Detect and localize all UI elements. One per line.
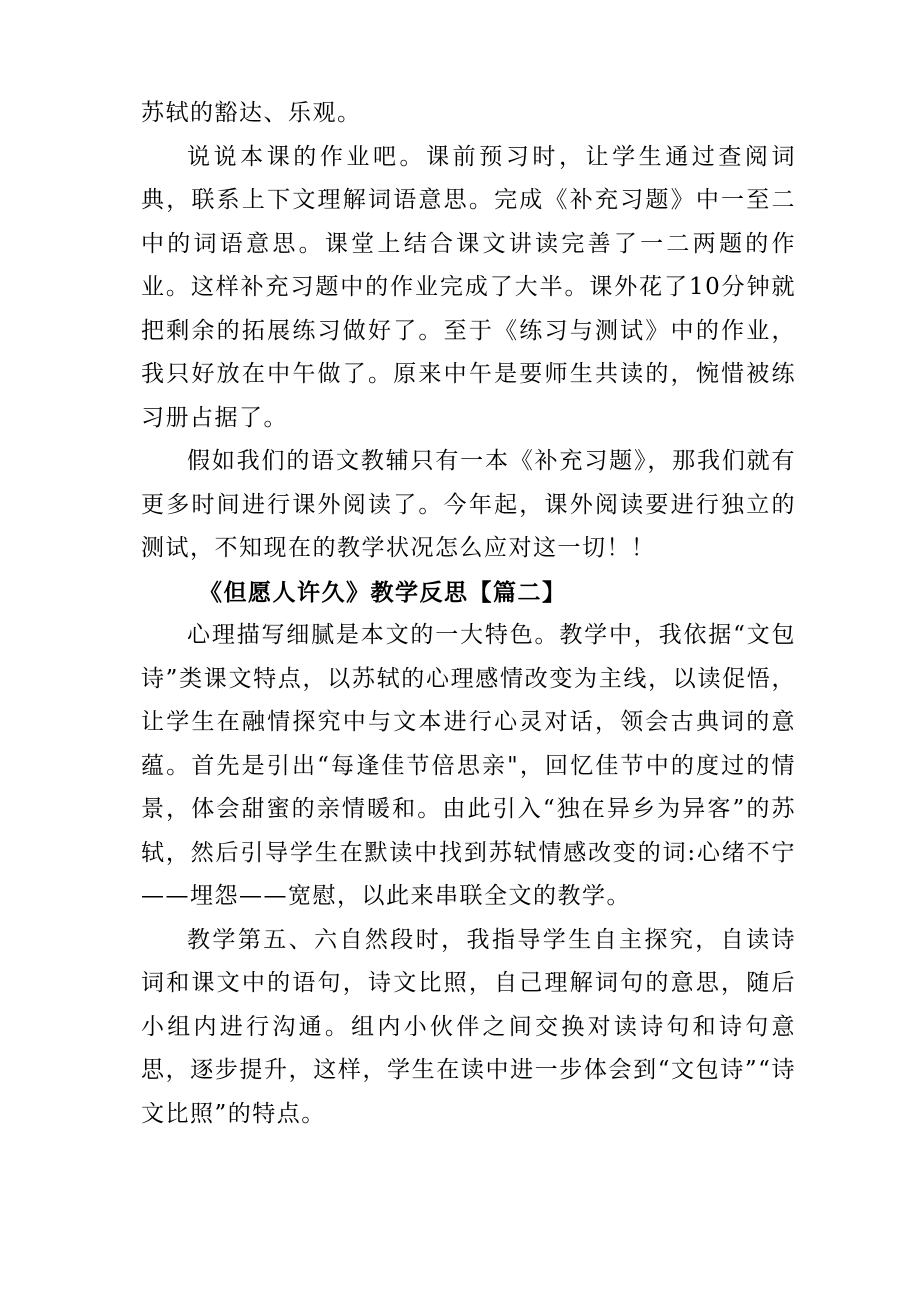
paragraph-homework: 说说本课的作业吧。课前预习时，让学生通过查阅词典，联系上下文理解词语意思。完成《补充习题》中一至二中的词语意思。课堂上结合课文讲读完善了一二两题的作业。这样补充习题中的作业完成了大半。课外花了10分钟就把剩余的拓展练习做好了。至于《练习与测试》中的作业，我只好放在中午做了。原来中午是要师生共读的，惋惜被练习册占据了。 [141,143,796,431]
paragraph-teaching-sections: 教学第五、六自然段时，我指导学生自主探究，自读诗词和课文中的语句，诗文比照，自己理解词句的意思，随后小组内进行沟通。组内小伙伴之间交换对读诗句和诗句意思，逐步提升，这样，学生在读中进一步体会到“文包诗”“诗文比照”的特点。 [141,926,796,1127]
paragraph-psychological-description: 心理描写细腻是本文的一大特色。教学中，我依据“文包诗”类课文特点，以苏轼的心理感情改变为主线，以读促悟，让学生在融情探究中与文本进行心灵对话，领会古典词的意蕴。首先是引出“每逢佳节倍思亲"，回忆佳节中的度过的情景，体会甜蜜的亲情暖和。由此引入“独在异乡为异客”的苏轼，然后引导学生在默读中找到苏轼情感改变的词:心绪不宁——埋怨——宽慰，以此来串联全文的教学。 [141,622,796,909]
paragraph-extracurricular-reading: 假如我们的语文教辅只有一本《补充习题》，那我们就有更多时间进行课外阅读了。今年起，课外阅读要进行独立的测试，不知现在的教学状况怎么应对这一切！！ [141,448,796,561]
document-body [141,92,796,1136]
paragraph-continuation: 苏轼的豁达、乐观。 [141,100,362,126]
section-heading: 《但愿人许久》教学反思【篇二】 [199,578,567,606]
